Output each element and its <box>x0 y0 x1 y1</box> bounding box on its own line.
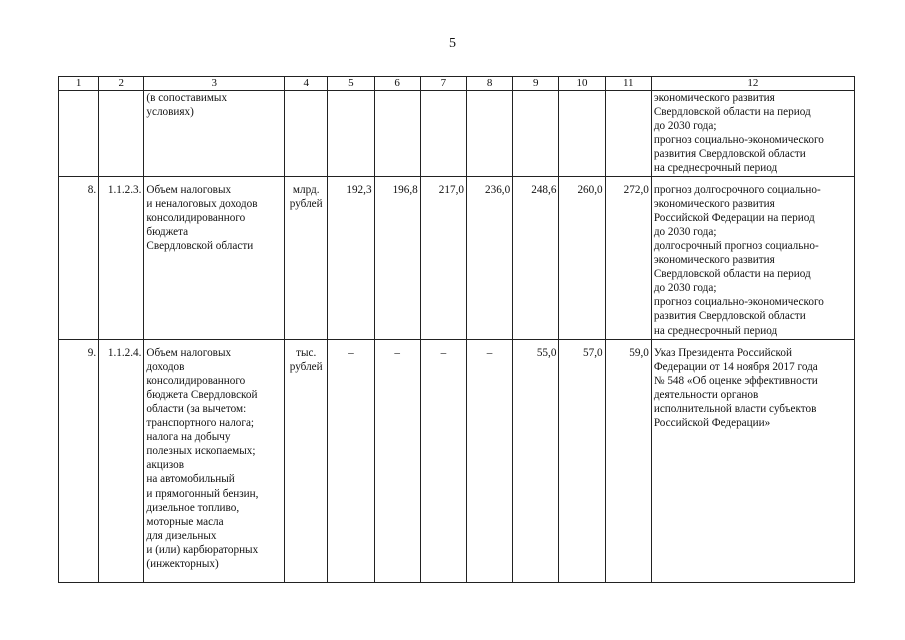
column-number: 7 <box>420 77 466 91</box>
indicator-name: Объем налоговых и неналоговых доходов консолидированного бюджета Свердловской области <box>144 176 285 339</box>
value-cell <box>605 91 651 177</box>
value-cell: 196,8 <box>374 176 420 339</box>
column-number: 5 <box>328 77 374 91</box>
source-cell: Указ Президента Российской Федерации от 14 ноября 2017 года № 548 «Об оценке эффективности деятельности органов исполнительной власти субъектов Российской Федерации» <box>651 339 854 582</box>
column-number: 8 <box>466 77 512 91</box>
value-cell: 260,0 <box>559 176 605 339</box>
value-cell: 59,0 <box>605 339 651 582</box>
column-number: 2 <box>99 77 144 91</box>
indicator-name: (в сопоставимых условиях) <box>144 91 285 177</box>
value-cell <box>466 91 512 177</box>
value-cell: – <box>374 339 420 582</box>
indicator-name: Объем налоговых доходов консолидированного бюджета Свердловской области (за вычетом: транспортного налога; налога на добычу полезных ископаемых; акцизов на автомобильный и прямогонный бензин, дизельное топливо, моторные масла для дизельных и (или) карбюраторных (инжекторных) <box>144 339 285 582</box>
value-cell <box>559 91 605 177</box>
value-cell: 192,3 <box>328 176 374 339</box>
row-number: 9. <box>59 339 99 582</box>
source-cell: экономического развития Свердловской области на период до 2030 года; прогноз социально-экономического развития Свердловской области на среднесрочный период <box>651 91 854 177</box>
page-number: 5 <box>449 36 456 51</box>
value-cell: 236,0 <box>466 176 512 339</box>
unit-cell: млрд. рублей <box>285 176 328 339</box>
column-number: 10 <box>559 77 605 91</box>
row-code: 1.1.2.4. <box>99 339 144 582</box>
column-number-row <box>59 77 855 91</box>
table-row <box>59 91 855 177</box>
unit-cell <box>285 91 328 177</box>
value-cell <box>513 91 559 177</box>
value-cell <box>328 91 374 177</box>
value-cell <box>420 91 466 177</box>
column-number: 6 <box>374 77 420 91</box>
column-number: 9 <box>513 77 559 91</box>
source-cell: прогноз долгосрочного социально- экономического развития Российской Федерации на период до 2030 года; долгосрочный прогноз социально- экономического развития Свердловской области на период до 2030 года; прогноз социально-экономического развития Свердловской области на среднесрочный период <box>651 176 854 339</box>
column-number: 3 <box>144 77 285 91</box>
row-number: 8. <box>59 176 99 339</box>
value-cell: 248,6 <box>513 176 559 339</box>
value-cell: 55,0 <box>513 339 559 582</box>
value-cell: 272,0 <box>605 176 651 339</box>
unit-cell: тыс. рублей <box>285 339 328 582</box>
column-number: 1 <box>59 77 99 91</box>
column-number: 4 <box>285 77 328 91</box>
value-cell: 217,0 <box>420 176 466 339</box>
row-number <box>59 91 99 177</box>
value-cell: – <box>466 339 512 582</box>
row-code <box>99 91 144 177</box>
indicators-table <box>58 76 855 583</box>
table-row <box>59 176 855 339</box>
row-code: 1.1.2.3. <box>99 176 144 339</box>
value-cell: – <box>420 339 466 582</box>
value-cell <box>374 91 420 177</box>
column-number: 11 <box>605 77 651 91</box>
column-number: 12 <box>651 77 854 91</box>
value-cell: 57,0 <box>559 339 605 582</box>
table-row <box>59 339 855 582</box>
value-cell: – <box>328 339 374 582</box>
